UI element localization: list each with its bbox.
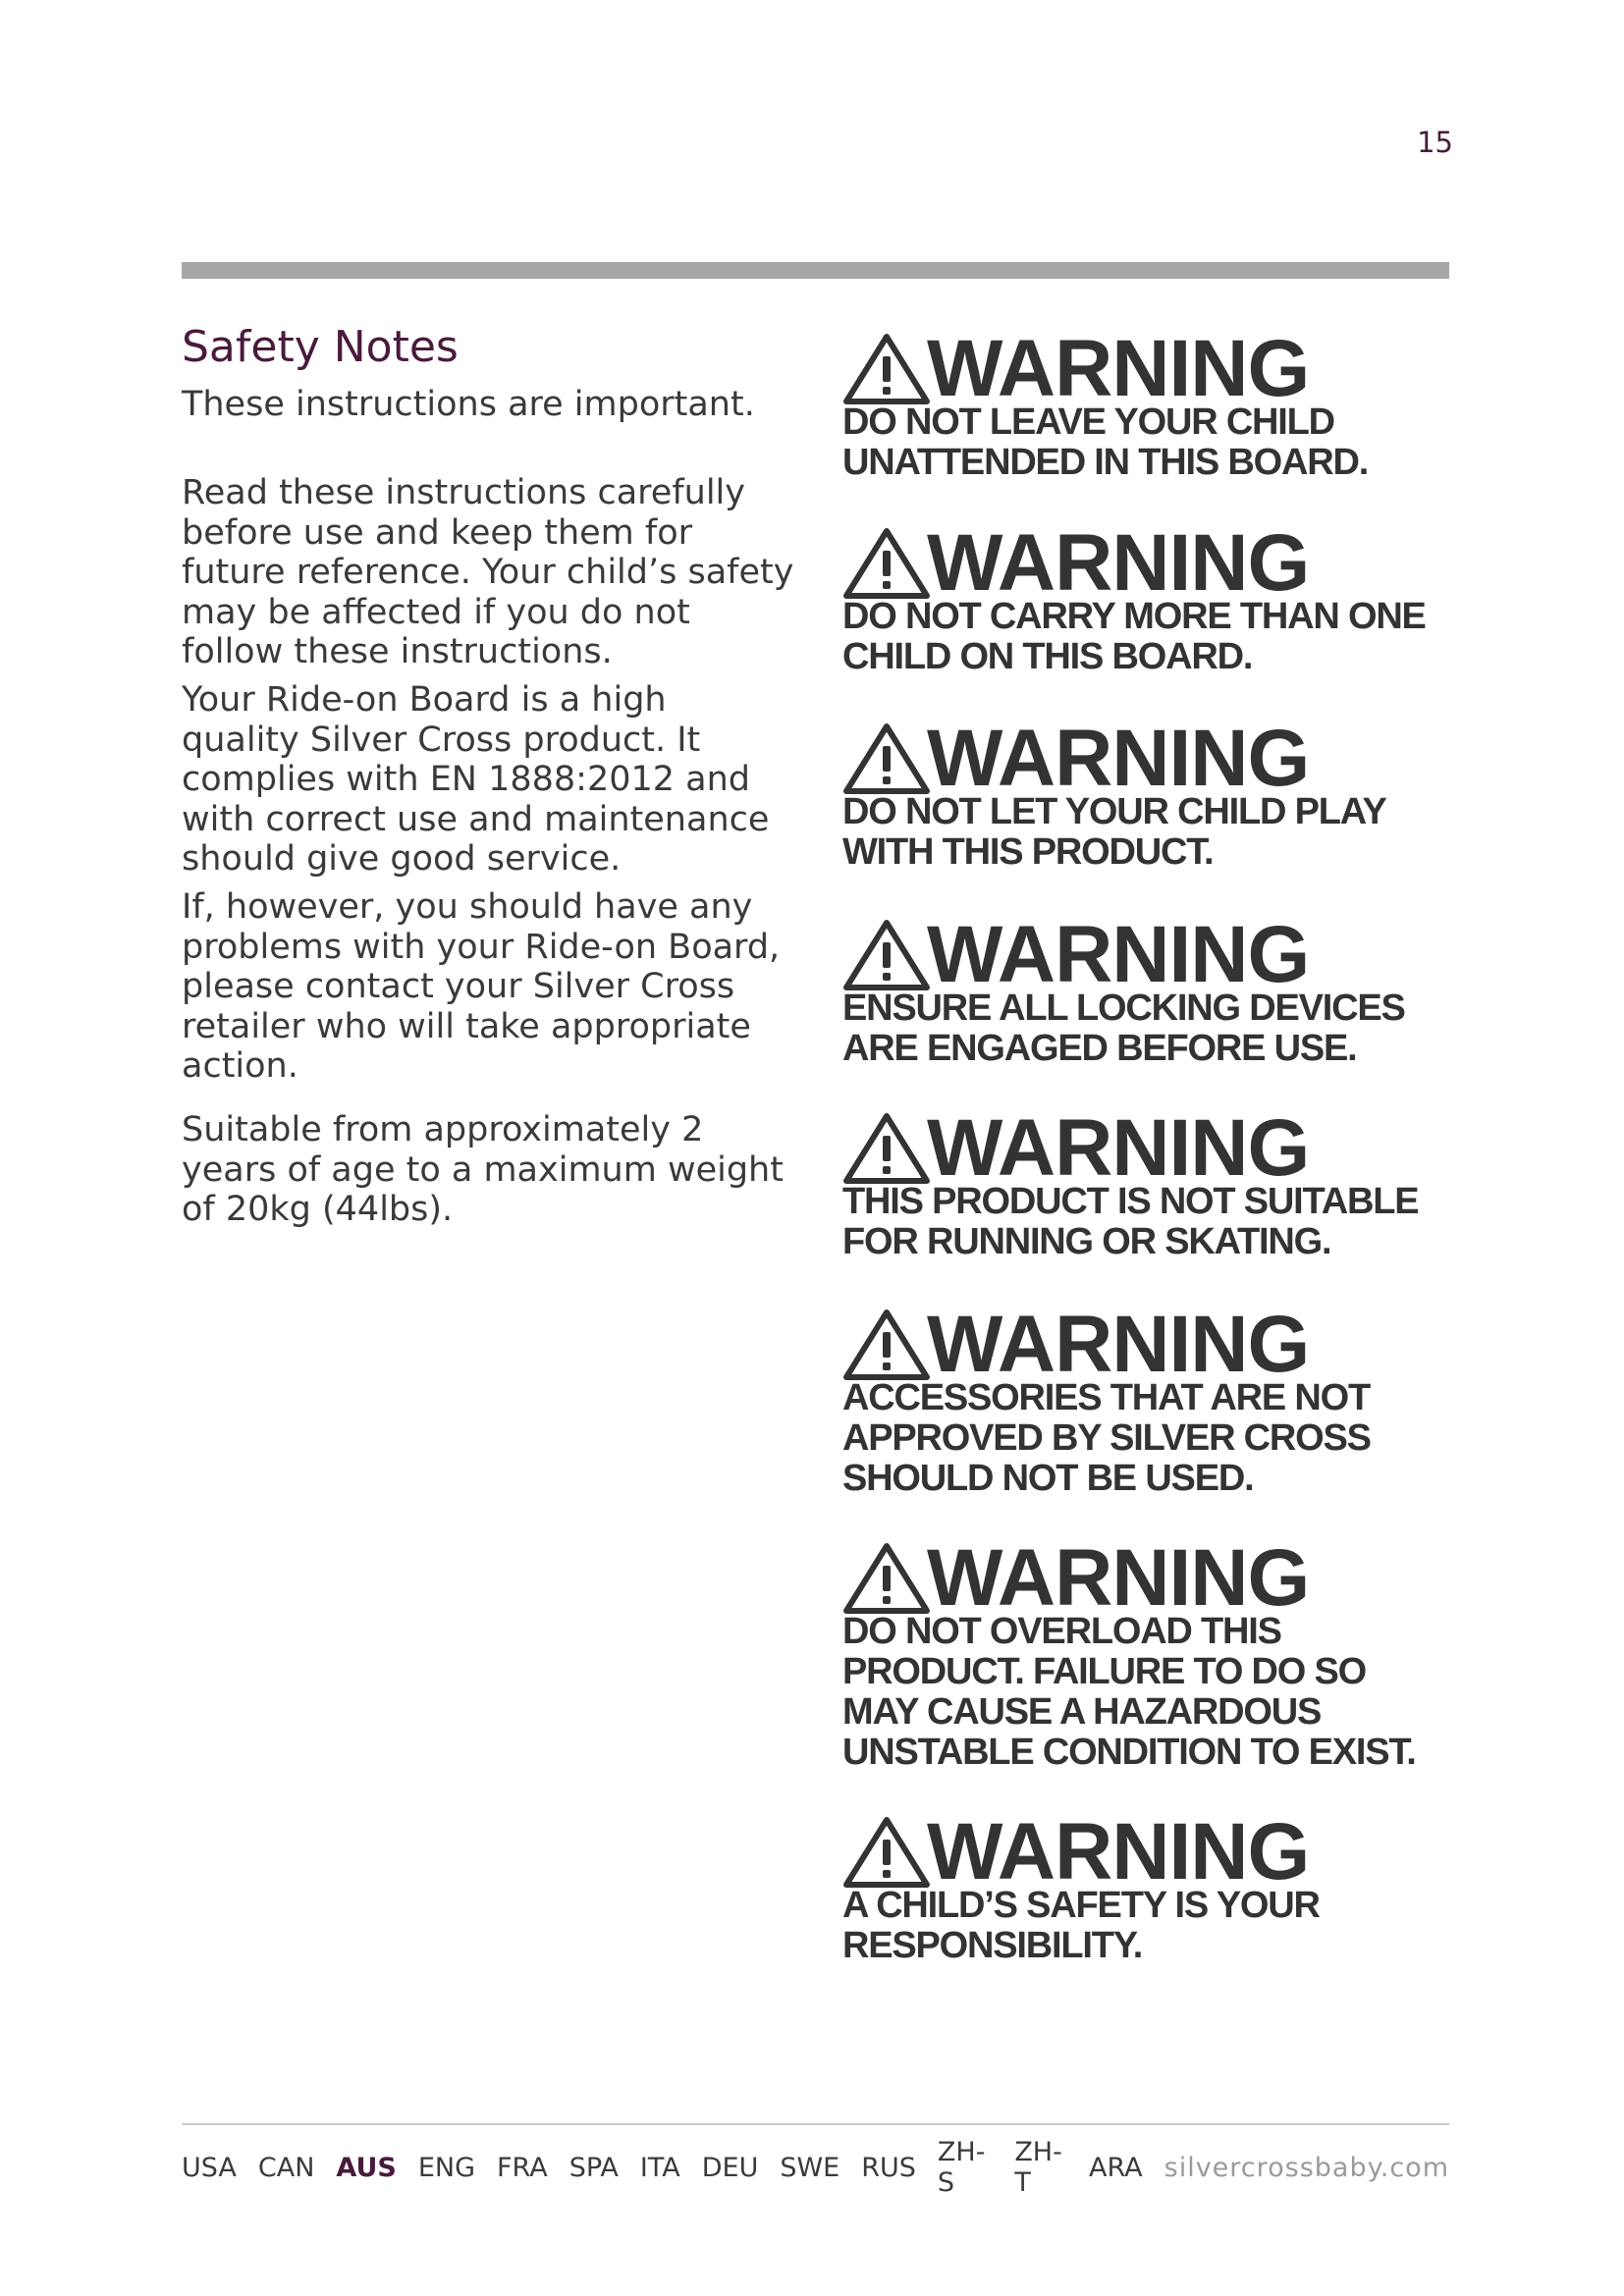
language-link-can[interactable]: CAN — [257, 2152, 315, 2183]
paragraph-read-instructions: Read these instructions carefully before use and keep them for future reference. Your child’s safety may be affected if you do not follow these instructions. — [182, 473, 794, 672]
warning-heading: WARNING — [927, 714, 1310, 803]
language-link-ara[interactable]: ARA — [1089, 2152, 1143, 2183]
warning-block — [842, 1807, 1471, 1966]
warning-text: DO NOT LEAVE YOUR CHILD UNATTENDED IN THIS BOARD. — [842, 401, 1369, 483]
warning-triangle-icon — [842, 333, 931, 405]
warning-block — [842, 324, 1471, 483]
language-link-zh-t[interactable]: ZH-T — [1014, 2137, 1062, 2198]
warning-heading: WARNING — [927, 1533, 1310, 1623]
paragraph-product-quality: Your Ride-on Board is a high quality Silver Cross product. It complies with EN 1888:2012 and with correct use and maintenance should give good service. — [182, 679, 770, 880]
language-link-rus[interactable]: RUS — [861, 2152, 916, 2183]
website-link[interactable]: silvercrossbaby.com — [1164, 2152, 1449, 2183]
language-link-eng[interactable]: ENG — [417, 2152, 476, 2183]
footer — [182, 2137, 1449, 2198]
warning-heading: WARNING — [927, 518, 1310, 608]
warning-block — [842, 1103, 1471, 1262]
warning-heading: WARNING — [927, 1103, 1310, 1193]
warning-block — [842, 1533, 1471, 1773]
warning-text: ACCESSORIES THAT ARE NOT APPROVED BY SILVER CROSS SHOULD NOT BE USED. — [842, 1377, 1371, 1499]
warning-triangle-icon — [842, 919, 931, 991]
safety-notes-section — [182, 316, 820, 1230]
language-link-swe[interactable]: SWE — [780, 2152, 840, 2183]
language-link-zh-s[interactable]: ZH-S — [937, 2137, 986, 2198]
warning-triangle-icon — [842, 1112, 931, 1185]
bottom-divider — [182, 2123, 1449, 2125]
warning-text: DO NOT CARRY MORE THAN ONE CHILD ON THIS BOARD. — [842, 596, 1426, 677]
language-link-spa[interactable]: SPA — [568, 2152, 619, 2183]
warning-heading: WARNING — [927, 910, 1310, 999]
warning-block — [842, 714, 1471, 873]
section-subtitle: These instructions are important. — [182, 385, 755, 424]
warning-triangle-icon — [842, 1308, 931, 1381]
paragraph-contact-retailer: If, however, you should have any problems with your Ride-on Board, please contact your Silver Cross retailer who will take appropriate action. — [182, 886, 781, 1087]
section-title: Safety Notes — [182, 322, 459, 372]
warning-block — [842, 1300, 1471, 1499]
language-link-usa[interactable]: USA — [182, 2152, 237, 2183]
warning-block — [842, 518, 1471, 677]
warning-text: A CHILD’S SAFETY IS YOUR RESPONSIBILITY. — [842, 1885, 1320, 1966]
warning-heading: WARNING — [927, 1807, 1310, 1896]
paragraph-suitability: Suitable from approximately 2 years of age to a maximum weight of 20kg (44lbs). — [182, 1109, 784, 1230]
warning-text: DO NOT OVERLOAD THIS PRODUCT. FAILURE TO DO SO MAY CAUSE A HAZARDOUS UNSTABLE CONDITION TO EXIST. — [842, 1611, 1416, 1773]
page-number: 15 — [1417, 126, 1453, 159]
language-link-deu[interactable]: DEU — [701, 2152, 759, 2183]
warning-triangle-icon — [842, 527, 931, 600]
top-divider — [182, 262, 1449, 279]
language-link-fra[interactable]: FRA — [497, 2152, 548, 2183]
warning-triangle-icon — [842, 1542, 931, 1615]
warning-text: ENSURE ALL LOCKING DEVICES ARE ENGAGED BEFORE USE. — [842, 988, 1405, 1069]
warning-block — [842, 910, 1471, 1069]
warning-triangle-icon — [842, 1816, 931, 1889]
language-link-ita[interactable]: ITA — [639, 2152, 680, 2183]
warning-text: THIS PRODUCT IS NOT SUITABLE FOR RUNNING OR SKATING. — [842, 1181, 1419, 1262]
warning-heading: WARNING — [927, 1300, 1310, 1389]
warning-heading: WARNING — [927, 324, 1310, 413]
warning-triangle-icon — [842, 722, 931, 795]
language-link-aus[interactable]: AUS — [336, 2152, 397, 2183]
warning-text: DO NOT LET YOUR CHILD PLAY WITH THIS PRODUCT. — [842, 791, 1386, 873]
